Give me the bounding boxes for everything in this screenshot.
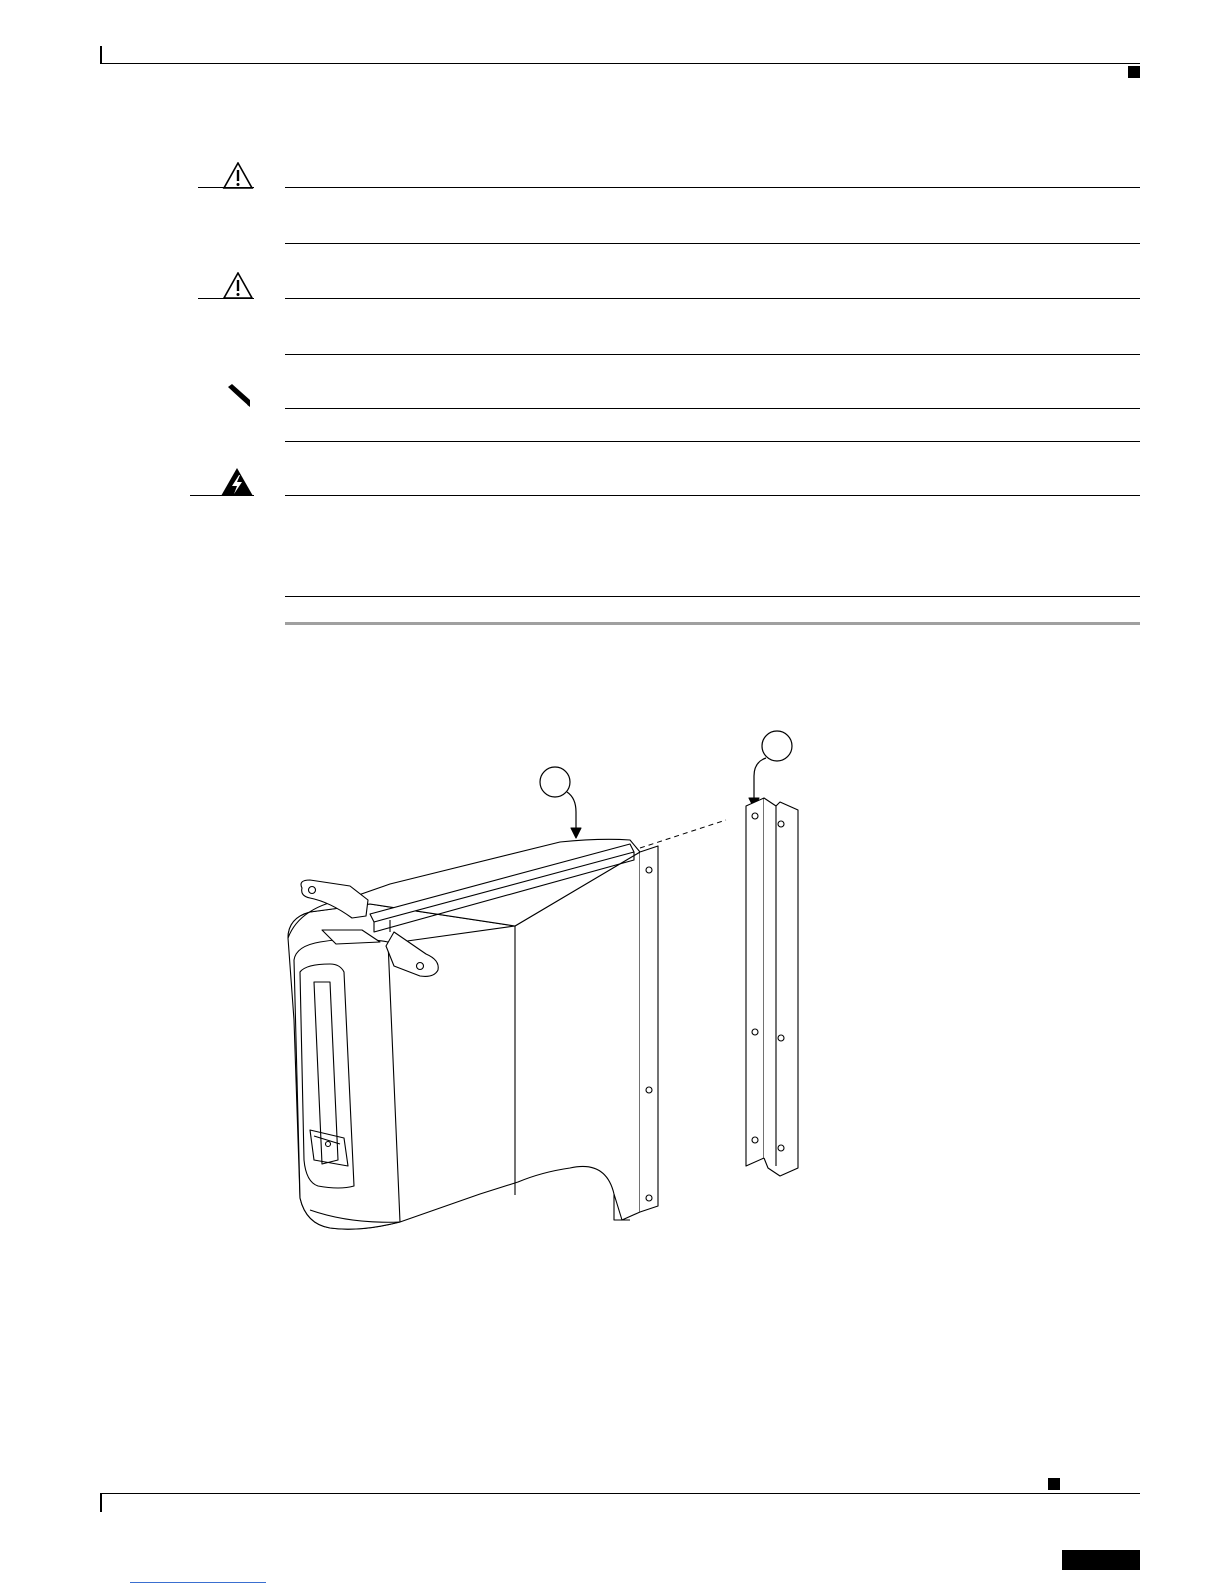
callout-1-arrowhead [571,828,581,838]
warning-shock-icon [220,467,254,497]
caution-label-underline [198,187,254,188]
caution-icon [222,272,254,300]
footer-square [1048,1478,1060,1490]
note-bottom-rule [285,441,1140,442]
footer-left-tick [100,1494,102,1512]
caution-label-underline [198,298,254,299]
note-pencil-icon [222,383,254,409]
callout-1-circle [540,767,570,797]
callout-2-leader [754,758,766,802]
caution-bottom-rule [285,243,1140,244]
caution-top-rule [285,298,1140,299]
page-number-tab [1062,1550,1140,1570]
header-rule [100,63,1140,64]
footer-rule [100,1493,1140,1494]
rack-mount-bracket-front [746,798,764,1166]
caution-icon [222,162,254,190]
front-bezel [294,939,400,1229]
header-left-tick [100,46,102,64]
chassis-bracket-figure [270,720,830,1240]
rack-mount-bracket-side [764,798,798,1176]
alignment-dashed-line [640,820,726,848]
caution-bottom-rule [285,354,1140,355]
caution-top-rule [285,187,1140,188]
warning-label-underline [190,495,254,496]
warning-top-rule [285,495,1140,496]
footer-link-underline[interactable] [130,1582,266,1583]
callout-2-circle [762,731,792,761]
callout-1-leader [567,792,576,832]
header-right-square [1128,66,1140,78]
note-top-rule [285,408,1140,409]
section-separator [285,622,1140,625]
warning-bottom-rule [285,596,1140,597]
chassis-rear-flange [640,846,658,1212]
